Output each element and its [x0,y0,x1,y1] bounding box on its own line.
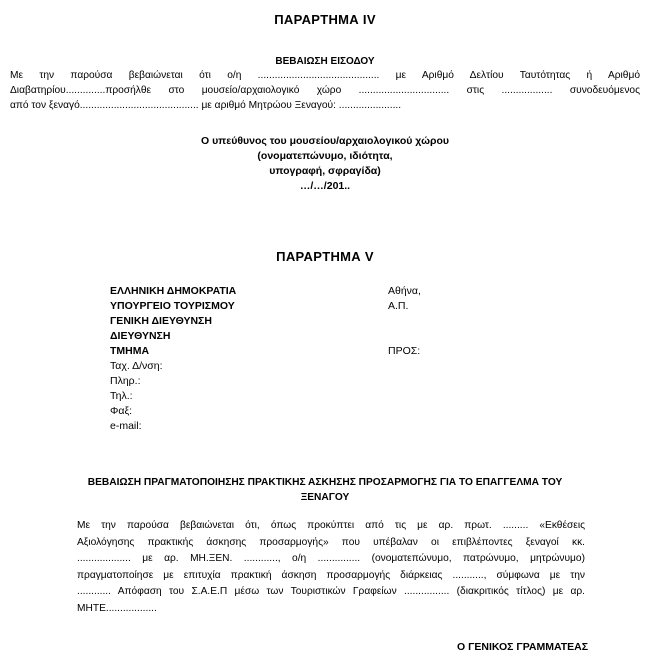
entry-certificate-title: ΒΕΒΑΙΩΣΗ ΕΙΣΟΔΟΥ [275,56,375,67]
body-line: Διαβατηρίου..............προσήλθε στο μουσείο/αρχαιολογικό χώρο ................................ στις .................. συνοδευόμενος [10,85,640,96]
body-line: Με την παρούσα βεβαιώνεται ότι, όπως προκύπτει από τις με αρ. πρωτ. ......... «Εκθέσεις [77,520,585,531]
annex-iv-heading: ΠΑΡΑΡΤΗΜΑ IV [274,12,376,27]
museum-signature-block [0,134,650,194]
contact-line: Τηλ.: [110,390,133,402]
signature-line: (ονοματεπώνυμο, ιδιότητα, [257,150,393,162]
protocol-number-field: Α.Π. [388,300,409,312]
city-field: Αθήνα, [388,285,421,297]
authority-line: ΓΕΝΙΚΗ ΔΙΕΥΘΥΝΣΗ [110,315,212,327]
practice-certificate-body [77,518,585,617]
body-line: Με την παρούσα βεβαιώνεται ότι ο/η ........................................... με Αριθμό Δελτίου Ταυτότητας ή Αριθμό [10,70,640,81]
body-line: ............ Απόφαση του Σ.Α.Ε.Π μέσω των Τουριστικών Γραφείων ................ (διακριτικός τίτλος) με αρ. [77,586,585,597]
signature-line: υπογραφή, σφραγίδα) [269,165,381,177]
practice-certificate-title [0,475,650,505]
authority-block [110,284,236,434]
title-line: ΞΕΝΑΓΟΥ [300,492,350,503]
authority-line: ΤΜΗΜΑ [110,345,150,357]
authority-line: ΕΛΛΗΝΙΚΗ ΔΗΜΟΚΡΑΤΙΑ [110,285,237,297]
body-line: ΜΗΤΕ.................. [77,602,157,614]
body-line: από τον ξεναγό.......................................... με αριθμό Μητρώου Ξεναγού: ...................... [10,100,402,111]
body-line: ................... με αρ. ΜΗ.ΞΕΝ. ............, ο/η ............... (ονοματεπώνυμο, πατρώνυμο, μητρώνυμο) [77,553,585,564]
recipient-field: ΠΡΟΣ: [388,345,421,357]
contact-line: Φαξ: [110,405,133,417]
signature-line: Ο υπεύθυνος του μουσείου/αρχαιολογικού χώρου [200,135,449,147]
contact-line: Πληρ.: [110,375,141,387]
body-line: πραγματοποίησε με επιτυχία πρακτική άσκηση προσαρμογής διάρκειας ..........., σύμφωνα με την [77,569,585,581]
contact-line: e-mail: [110,420,142,432]
authority-line: ΥΠΟΥΡΓΕΙΟ ΤΟΥΡΙΣΜΟΥ [110,300,235,312]
title-line: ΒΕΒΑΙΩΣΗ ΠΡΑΓΜΑΤΟΠΟΙΗΣΗΣ ΠΡΑΚΤΙΚΗΣ ΑΣΚΗΣΗΣ ΠΡΟΣΑΡΜΟΓΗΣ ΓΙΑ ΤΟ ΕΠΑΓΓΕΛΜΑ ΤΟΥ [87,477,563,488]
signature-date: …/…/201.. [299,180,351,192]
annex-v-heading: ΠΑΡΑΡΤΗΜΑ V [276,249,374,264]
entry-certificate-body [10,68,640,113]
authority-line: ΔΙΕΥΘΥΝΣΗ [110,330,171,342]
body-line: Αξιολόγησης πρακτικής άσκησης προσαρμογής» που υπέβαλαν οι επιβλέποντες ξεναγοί κκ. [77,536,585,548]
contact-line: Ταχ. Δ/νση: [110,360,163,372]
secretary-general-signatory: Ο ΓΕΝΙΚΟΣ ΓΡΑΜΜΑΤΕΑΣ [457,641,589,653]
